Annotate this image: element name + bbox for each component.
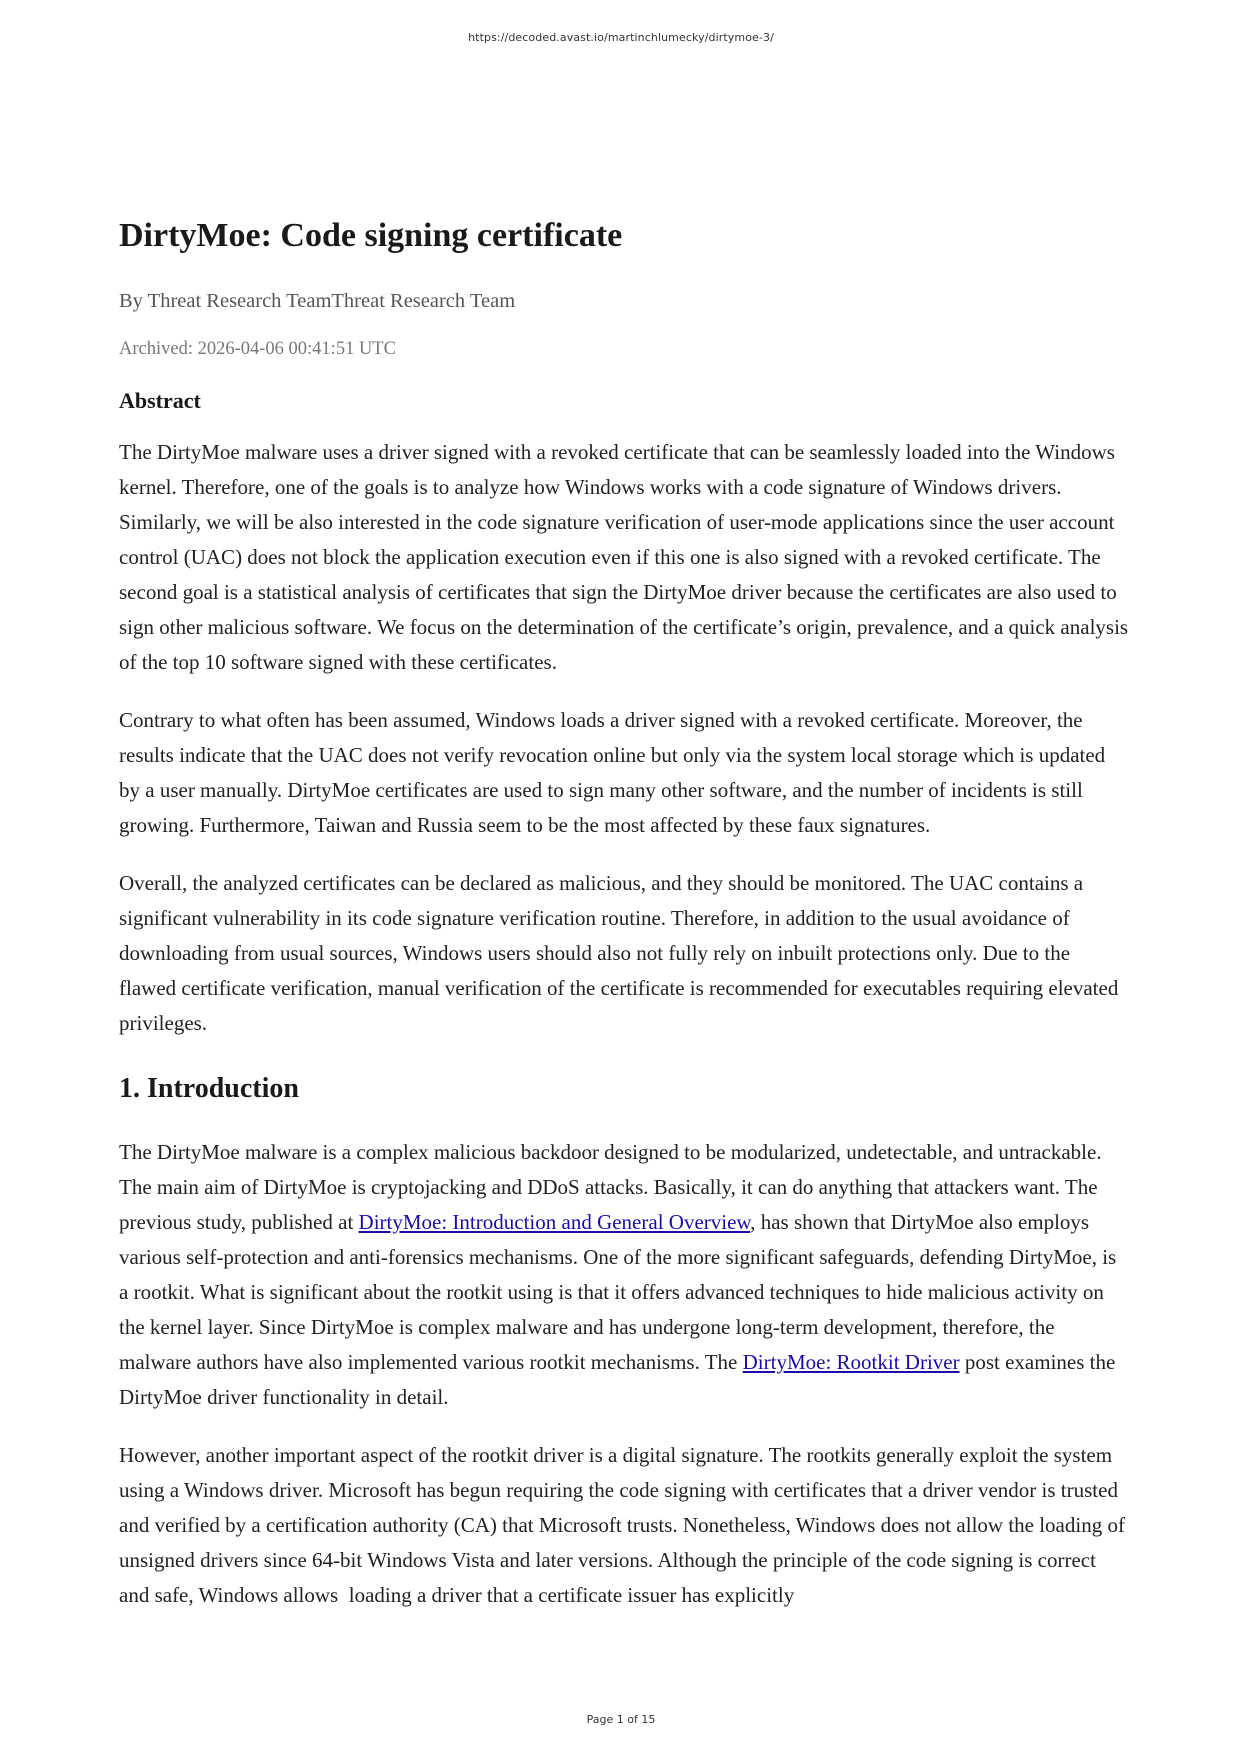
page-number: Page 1 of 15 <box>586 1713 656 1726</box>
abstract-paragraph: The DirtyMoe malware uses a driver signed with a revoked certificate that can be seamlessly loaded into the Windows kernel. Therefore, one of the goals is to analyze how Windows works with a code signature of Windows drivers. Similarly, we will be also interested in the code signature verification of user-mode applications since the user account control (UAC) does not block the application execution even if this one is also signed with a revoked certificate. The second goal is a statistical analysis of certificates that sign the DirtyMoe driver because the certificates are also used to sign other malicious software. We focus on the determination of the certificate’s origin, prevalence, and a quick analysis of the top 10 software signed with these certificates. <box>119 440 1129 674</box>
link-rootkit-driver[interactable]: DirtyMoe: Rootkit Driver <box>742 1350 960 1374</box>
article-byline: By Threat Research TeamThreat Research Team <box>119 290 516 312</box>
article <box>119 210 1129 1613</box>
abstract-heading: Abstract <box>119 388 201 413</box>
abstract-paragraph: Overall, the analyzed certificates can be declared as malicious, and they should be monitored. The UAC contains a significant vulnerability in its code signature verification routine. Therefore, in addition to the usual avoidance of downloading from usual sources, Windows users should also not fully rely on inbuilt protections only. Due to the flawed certificate verification, manual verification of the certificate is recommended for executables requiring elevated privileges. <box>119 871 1119 1035</box>
intro-paragraph <box>119 1135 1129 1415</box>
page-url-header: https://decoded.avast.io/martinchlumecky/dirtymoe-3/ <box>468 31 774 44</box>
intro-text: post examines the DirtyMoe driver functionality in detail. <box>119 1350 1116 1409</box>
link-introduction-overview[interactable]: DirtyMoe: Introduction and General Overview <box>358 1210 751 1234</box>
intro-paragraph: However, another important aspect of the rootkit driver is a digital signature. The rootkits generally exploit the system using a Windows driver. Microsoft has begun requiring the code signing with certificates that a driver vendor is trusted and verified by a certification authority (CA) that Microsoft trusts. Nonetheless, Windows does not allow the loading of unsigned drivers since 64-bit Windows Vista and later versions. Although the principle of the code signing is correct and safe, Windows allows loading a driver that a certificate issuer has explicitly <box>119 1443 1131 1607</box>
intro-text: The DirtyMoe malware is a complex malicious backdoor designed to be modularized, undetectable, and untrackable. The main aim of DirtyMoe is cryptojacking and DDoS attacks. Basically, it can do anything that attackers want. The previous study, published at <box>119 1140 1102 1234</box>
archived-timestamp: Archived: 2026-04-06 00:41:51 UTC <box>119 339 396 359</box>
abstract-paragraph: Contrary to what often has been assumed, Windows loads a driver signed with a revoked certificate. Moreover, the results indicate that the UAC does not verify revocation online but only via the system local storage which is updated by a user manually. DirtyMoe certificates are used to sign many other software, and the number of incidents is still growing. Furthermore, Taiwan and Russia seem to be the most affected by these faux signatures. <box>119 708 1106 837</box>
article-title: DirtyMoe: Code signing certificate <box>119 217 623 254</box>
section-heading-introduction: 1. Introduction <box>119 1073 299 1104</box>
intro-text: , has shown that DirtyMoe also employs various self-protection and anti-forensics mechanisms. One of the more significant safeguards, defending DirtyMoe, is a rootkit. What is significant about the rootkit using is that it offers advanced techniques to hide malicious activity on the kernel layer. Since DirtyMoe is complex malware and has undergone long-term development, therefore, the malware authors have also implemented various rootkit mechanisms. The <box>119 1210 1117 1374</box>
